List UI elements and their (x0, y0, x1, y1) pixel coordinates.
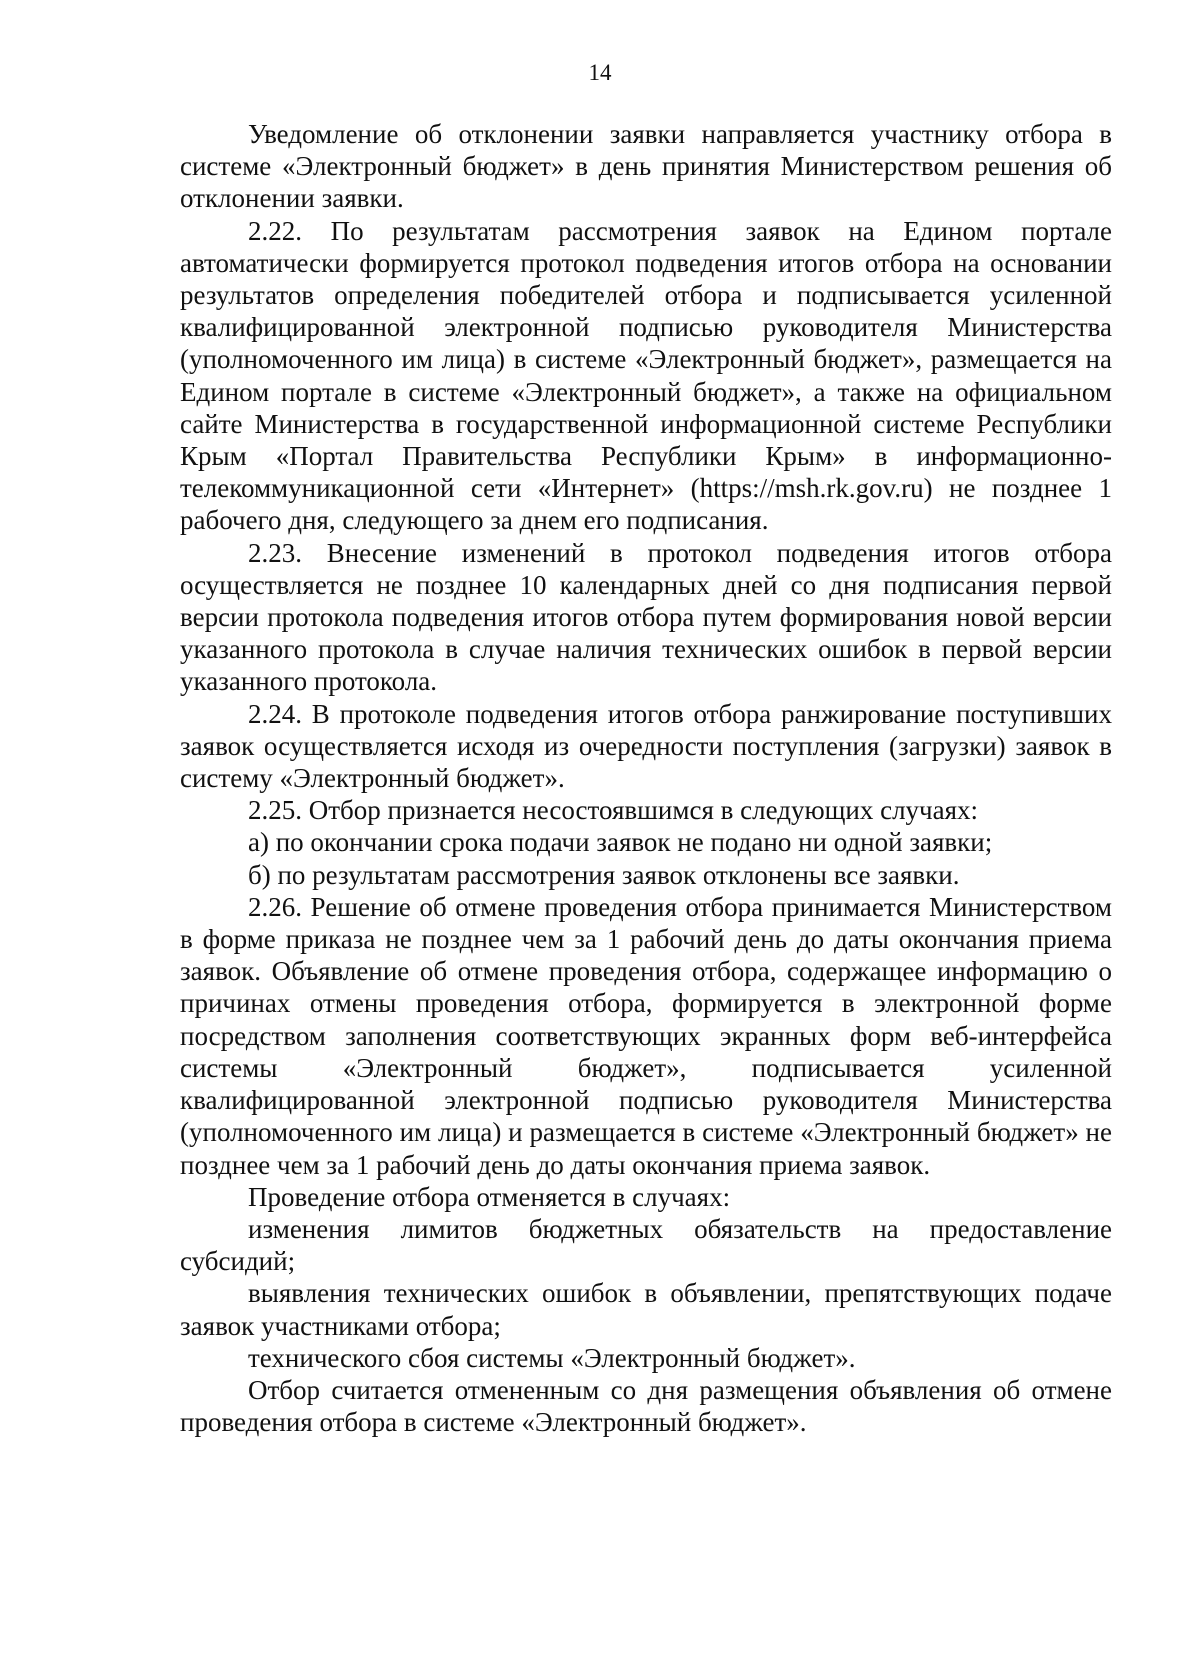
paragraph-2-22: 2.22. По результатам рассмотрения заявок на Едином портале автоматически формируется протокол подведения итогов отбора на основании результатов определения победителей отбора и подписывается усиленной квалифицированной электронной подписью руководителя Министерства (уполномоченного им лица) в системе «Электронный бюджет», размещается на Едином портале в системе «Электронный бюджет», а также на официальном сайте Министерства в государственной информационной системе Республики Крым «Портал Правительства Республики Крым» в информационно-телекоммуникационной сети «Интернет» (https://msh.rk.gov.ru) не позднее 1 рабочего дня, следующего за днем его подписания. (180, 215, 1112, 536)
paragraph-rejection-notice: Уведомление об отклонении заявки направляется участнику отбора в системе «Электронный бюджет» в день принятия Министерством решения об отклонении заявки. (180, 119, 1112, 214)
document-body (180, 118, 1112, 1438)
page-number: 14 (588, 60, 612, 85)
paragraph-cancellation-cases: Проведение отбора отменяется в случаях: (248, 1181, 731, 1212)
list-item-limits-change: изменения лимитов бюджетных обязательств на предоставление субсидий; (180, 1213, 1112, 1277)
list-item-b: б) по результатам рассмотрения заявок отклонены все заявки. (248, 859, 960, 890)
paragraph-2-24: 2.24. В протоколе подведения итогов отбора ранжирование поступивших заявок осуществляется исходя из очередности поступления (загрузки) заявок в систему «Электронный бюджет». (180, 698, 1112, 794)
list-item-system-failure: технического сбоя системы «Электронный бюджет». (248, 1342, 856, 1373)
paragraph-2-23: 2.23. Внесение изменений в протокол подведения итогов отбора осуществляется не позднее 10 календарных дней со дня подписания первой версии протокола подведения итогов отбора путем формирования новой версии указанного протокола в случае наличия технических ошибок в первой версии указанного протокола. (180, 537, 1112, 697)
paragraph-2-26: 2.26. Решение об отмене проведения отбора принимается Министерством в форме приказа не позднее чем за 1 рабочий день до даты окончания приема заявок. Объявление об отмене проведения отбора, содержащее информацию о причинах отмены проведения отбора, формируется в электронной форме посредством заполнения соответствующих экранных форм веб-интерфейса системы «Электронный бюджет», подписывается усиленной квалифицированной электронной подписью руководителя Министерства (уполномоченного им лица) и размещается в системе «Электронный бюджет» не позднее чем за 1 рабочий день до даты окончания приема заявок. (180, 891, 1112, 1180)
paragraph-cancellation-date: Отбор считается отмененным со дня размещения объявления об отмене проведения отбора в системе «Электронный бюджет». (180, 1374, 1112, 1438)
list-item-a: а) по окончании срока подачи заявок не подано ни одной заявки; (248, 827, 993, 858)
list-item-technical-errors: выявления технических ошибок в объявлении, препятствующих подаче заявок участниками отбора; (180, 1278, 1112, 1341)
paragraph-2-25: 2.25. Отбор признается несостоявшимся в следующих случаях: (248, 795, 979, 826)
